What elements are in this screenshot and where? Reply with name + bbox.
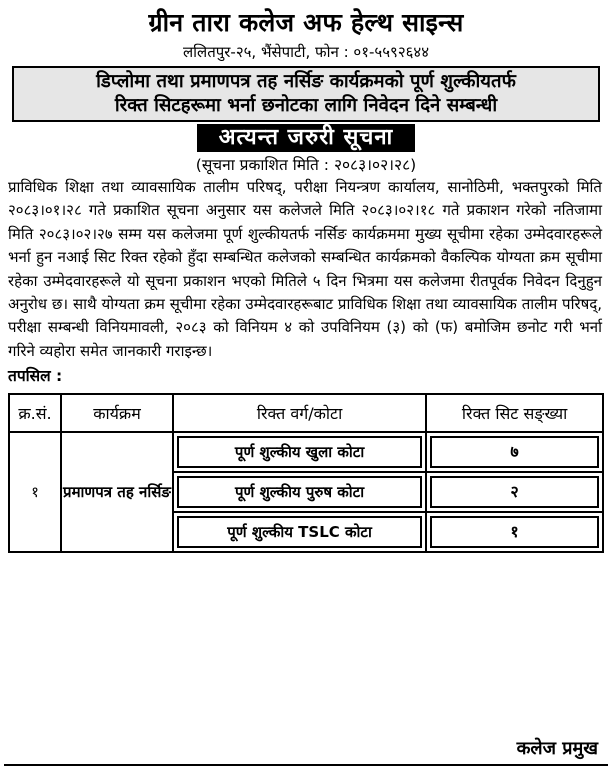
urgent-notice-badge: अत्यन्त जरुरी सूचना [197,124,416,152]
seats-cell [426,472,603,512]
college-name: ग्रीन तारा कलेज अफ हेल्थ साइन्स [148,8,464,37]
header-seats: रिक्त सिट सङ्ख्या [426,394,603,432]
notice-page [0,6,612,766]
published-date: (सूचना प्रकाशित मिति : २०८३।०२।२८) [195,156,417,174]
table-row [9,432,603,472]
header-program: कार्यक्रम [61,394,173,432]
details-label: तपसिल : [8,367,63,386]
quota-label: पूर्ण शुल्कीय TSLC कोटा [177,516,422,548]
seats-cell [426,432,603,472]
banner-line-1: डिप्लोमा तथा प्रमाणपत्र तह नर्सिङ कार्यक्रमको पूर्ण शुल्कीयतर्फ [96,71,516,92]
quota-cell [173,432,426,472]
urgent-notice-wrap [6,124,606,152]
notice-body: प्राविधिक शिक्षा तथा व्यावसायिक तालीम परिषद्, परीक्षा नियन्त्रण कार्यालय, सानोठिमी, भक्तपुरको मिति २०८३।०१।२८ गते प्रकाशित सूचना अनुसार यस कलेजले मिति २०८३।०२।१८ गते प्रकाशन गरेको नतिजामा मिति २०८३।०२।२७ सम्म यस कलेजमा पूर्ण शुल्कीयतर्फ नर्सिङ कार्यक्रममा मुख्य सूचीमा रहेका उम्मेदवारहरूले भर्ना हुन नआई सिट रिक्त रहेको हुँदा सम्बन्धित कलेजको सम्बन्धित कार्यक्रमको वैकल्पिक योग्यता क्रम सूचीमा रहेका उम्मेदवारहरूले यो सूचना प्रकाशन भएको मितिले ५ दिन भित्रमा यस कलेजमा रीतपूर्वक निवेदन दिनुहुन अनुरोध छ। साथै योग्यता क्रम सूचीमा रहेका उम्मेदवारहरूबाट प्राविधिक शिक्षा तथा व्यावसायिक तालीम परिषद्, परीक्षा सम्बन्धी विनियमावली, २०८३ को विनियम ४ को उपविनियम (३) को (फ) बमोजिम छनोट गरी भर्ना गरिने व्यहोरा समेत जानकारी गराइन्छ। [8,178,602,360]
vacancy-table [8,393,604,553]
signature-title: कलेज प्रमुख [516,738,598,759]
quota-cell [173,472,426,512]
program-cell: प्रमाणपत्र तह नर्सिङ [61,432,173,552]
college-address: ललितपुर-२५, भैंसेपाटी, फोन : ०१-५५९२६४४ [182,43,430,61]
quota-label: पूर्ण शुल्कीय पुरुष कोटा [177,476,422,508]
table-header-row [9,394,603,432]
quota-label: पूर्ण शुल्कीय खुला कोटा [177,436,422,468]
quota-cell [173,512,426,552]
header-serial: क्र.सं. [9,394,61,432]
seats-value: २ [430,476,599,508]
banner-line-2: रिक्त सिटहरूमा भर्ना छनोटका लागि निवेदन दिने सम्बन्धी [114,95,498,116]
serial-cell: १ [9,432,61,552]
header-quota: रिक्त वर्ग/कोटा [173,394,426,432]
seats-value: १ [430,516,599,548]
seats-value: ७ [430,436,599,468]
seats-cell [426,512,603,552]
notice-banner [12,66,600,122]
